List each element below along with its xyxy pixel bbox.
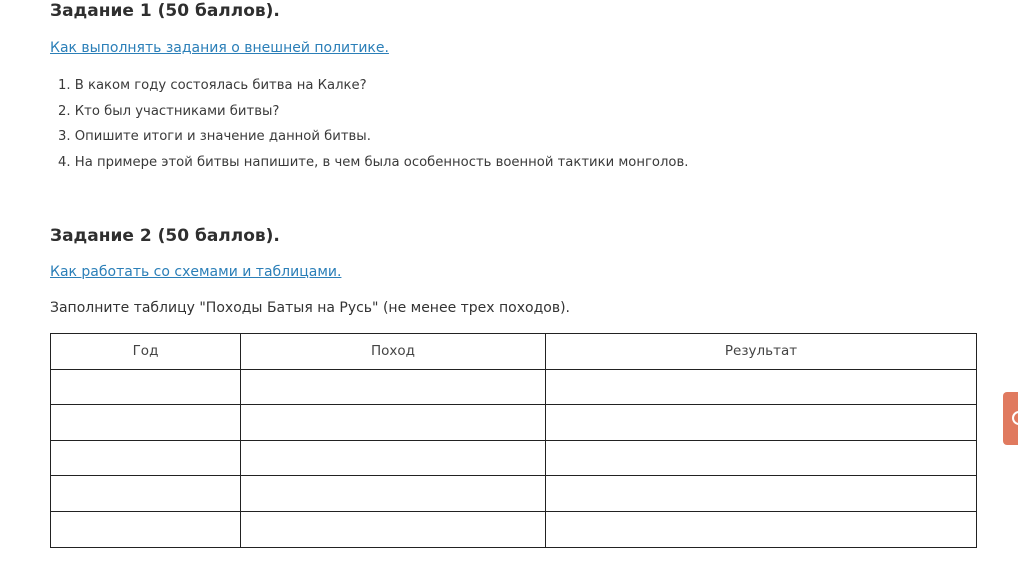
- table-cell[interactable]: [241, 405, 546, 441]
- table-cell[interactable]: [51, 369, 241, 405]
- column-header-result: Результат: [546, 334, 977, 370]
- table-cell[interactable]: [546, 476, 977, 512]
- table-cell[interactable]: [51, 405, 241, 441]
- table-cell[interactable]: [51, 476, 241, 512]
- column-header-year: Год: [51, 334, 241, 370]
- table-cell[interactable]: [241, 440, 546, 476]
- table-cell[interactable]: [51, 511, 241, 547]
- task-2-help-link[interactable]: Как работать со схемами и таблицами.: [50, 264, 342, 280]
- chat-icon: [1012, 411, 1018, 425]
- table-row: [51, 440, 977, 476]
- table-cell[interactable]: [546, 405, 977, 441]
- table-cell[interactable]: [51, 440, 241, 476]
- table-cell[interactable]: [241, 476, 546, 512]
- table-row: [51, 511, 977, 547]
- table-header-row: [51, 334, 977, 370]
- campaigns-table: [50, 333, 977, 548]
- table-cell[interactable]: [546, 369, 977, 405]
- task-1-question-list: [58, 76, 688, 179]
- table-cell[interactable]: [546, 440, 977, 476]
- task-1-help-link[interactable]: Как выполнять задания о внешней политике.: [50, 40, 389, 56]
- table-row: [51, 405, 977, 441]
- question-item: 2. Кто был участниками битвы?: [58, 103, 280, 119]
- table-cell[interactable]: [241, 369, 546, 405]
- question-item: 1. В каком году состоялась битва на Калке?: [58, 78, 367, 93]
- task-2-title: Задание 2 (50 баллов).: [50, 226, 280, 246]
- side-feedback-tab[interactable]: [1003, 392, 1018, 445]
- table-row: [51, 369, 977, 405]
- column-header-campaign: Поход: [241, 334, 546, 370]
- task-1-title: Задание 1 (50 баллов).: [50, 1, 280, 21]
- question-item: 4. На примере этой битвы напишите, в чем была особенность военной тактики монголов.: [58, 155, 689, 171]
- task-2-instructions: Заполните таблицу "Походы Батыя на Русь" (не менее трех походов).: [50, 300, 571, 316]
- table-cell[interactable]: [546, 511, 977, 547]
- table-row: [51, 476, 977, 512]
- question-item: 3. Опишите итоги и значение данной битвы.: [58, 129, 371, 145]
- table-cell[interactable]: [241, 511, 546, 547]
